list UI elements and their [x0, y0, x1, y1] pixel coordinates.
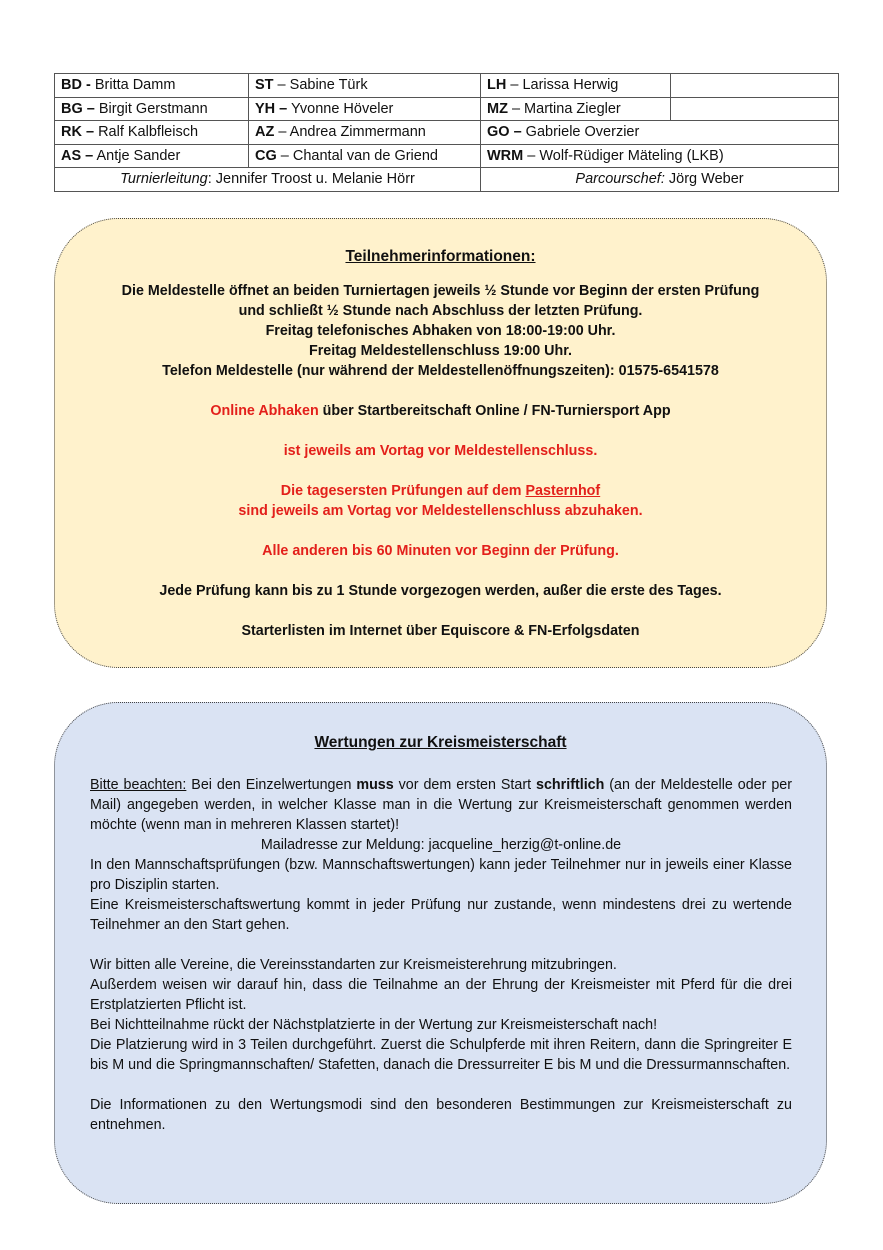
online-checkin-line: Online Abhaken über Startbereitschaft Online / FN-Turniersport App: [210, 403, 671, 419]
ratings-paragraph: Bitte beachten: Bei den Einzelwertungen muss vor dem ersten Start schriftlich (an der Meldestelle oder per Mail) angegeben werden, in welcher Klasse man in die Wertung zur Kreismeisterschaft genommen werden möchte (wenn man in mehreren Klassen startet)!: [90, 777, 792, 833]
ratings-paragraph: Bei Nichtteilnahme rückt der Nächstplatzierte in der Wertung zur Kreismeisterschaft nach!: [90, 1017, 658, 1033]
ratings-paragraph: Außerdem weisen wir darauf hin, dass die Teilnahme an der Ehrung der Kreismeister mit Pferd für die drei Erstplatzierten Pflicht ist.: [90, 977, 792, 1013]
ratings-paragraph: Die Platzierung wird in 3 Teilen durchgeführt. Zuerst die Schulpferde mit ihren Reitern, dann die Springreiter E bis M und die Springmannschaften/ Stafetten, danach die Dressurreiter E bis M und die Dressurmannschaften.: [90, 1037, 792, 1073]
judge-cell: MZ – Martina Ziegler: [481, 97, 671, 121]
first-exams-line-2: sind jeweils am Vortag vor Meldestellenschluss abzuhaken.: [238, 503, 643, 519]
empty-cell: [671, 74, 839, 98]
judge-cell: AZ – Andrea Zimmermann: [249, 121, 481, 145]
ratings-paragraph: In den Mannschaftsprüfungen (bzw. Mannschaftswertungen) kann jeder Teilnehmer nur in jeweils einer Klasse pro Disziplin starten.: [90, 857, 792, 893]
starter-lists-line: Starterlisten im Internet über Equiscore & FN-Erfolgsdaten: [241, 623, 640, 639]
table-row: [55, 168, 839, 192]
deadline-line: ist jeweils am Vortag vor Meldestellenschluss.: [283, 443, 598, 459]
others-line: Alle anderen bis 60 Minuten vor Beginn der Prüfung.: [262, 543, 619, 559]
judges-table: [54, 73, 839, 192]
table-row: [55, 74, 839, 98]
judge-cell: WRM – Wolf-Rüdiger Mäteling (LKB): [481, 144, 839, 168]
table-row: [55, 144, 839, 168]
course-designer-cell: Parcourschef: Jörg Weber: [481, 168, 839, 192]
ratings-paragraph: Wir bitten alle Vereine, die Vereinsstandarten zur Kreismeisterehrung mitzubringen.: [90, 957, 617, 973]
ratings-paragraph: Die Informationen zu den Wertungsmodi sind den besonderen Bestimmungen zur Kreismeisterschaft zu entnehmen.: [90, 1097, 792, 1133]
ratings-text: [90, 775, 792, 1135]
table-row: [55, 97, 839, 121]
judge-cell: BG – Birgit Gerstmann: [55, 97, 249, 121]
phone-line: Telefon Meldestelle (nur während der Meldestellenöffnungszeiten): 01575-6541578: [162, 363, 719, 379]
judge-cell: GO – Gabriele Overzier: [481, 121, 839, 145]
participant-info-title: Teilnehmerinformationen:: [345, 248, 536, 265]
info-line: Freitag Meldestellenschluss 19:00 Uhr.: [308, 343, 572, 359]
mail-address: Mailadresse zur Meldung: jacqueline_herzig@t-online.de: [260, 837, 622, 853]
judge-cell: RK – Ralf Kalbfleisch: [55, 121, 249, 145]
judge-cell: ST – Sabine Türk: [249, 74, 481, 98]
ratings-paragraph: Eine Kreismeisterschaftswertung kommt in jeder Prüfung nur zustande, wenn mindestens drei zu wertende Teilnehmer an den Start gehen.: [90, 897, 792, 933]
judge-cell: LH – Larissa Herwig: [481, 74, 671, 98]
pasternhof-text: Pasternhof: [525, 483, 601, 499]
advance-line: Jede Prüfung kann bis zu 1 Stunde vorgezogen werden, außer die erste des Tages.: [159, 583, 722, 599]
info-line: Freitag telefonisches Abhaken von 18:00-19:00 Uhr.: [265, 323, 616, 339]
tournament-management-cell: Turnierleitung: Jennifer Troost u. Melanie Hörr: [55, 168, 481, 192]
table-row: [55, 121, 839, 145]
judge-cell: BD - Britta Damm: [55, 74, 249, 98]
first-exams-line: Die tagesersten Prüfungen auf dem Pasternhof: [280, 483, 601, 499]
participant-info-box: [54, 218, 827, 668]
ratings-title: Wertungen zur Kreismeisterschaft: [314, 734, 567, 751]
judge-cell: YH – Yvonne Höveler: [249, 97, 481, 121]
judge-cell: CG – Chantal van de Griend: [249, 144, 481, 168]
info-line: und schließt ½ Stunde nach Abschluss der letzten Prüfung.: [238, 303, 643, 319]
info-line: Die Meldestelle öffnet an beiden Turniertagen jeweils ½ Stunde vor Beginn der ersten Prüfung: [121, 283, 760, 299]
championship-ratings-box: [54, 702, 827, 1204]
empty-cell: [671, 97, 839, 121]
judge-cell: AS – Antje Sander: [55, 144, 249, 168]
